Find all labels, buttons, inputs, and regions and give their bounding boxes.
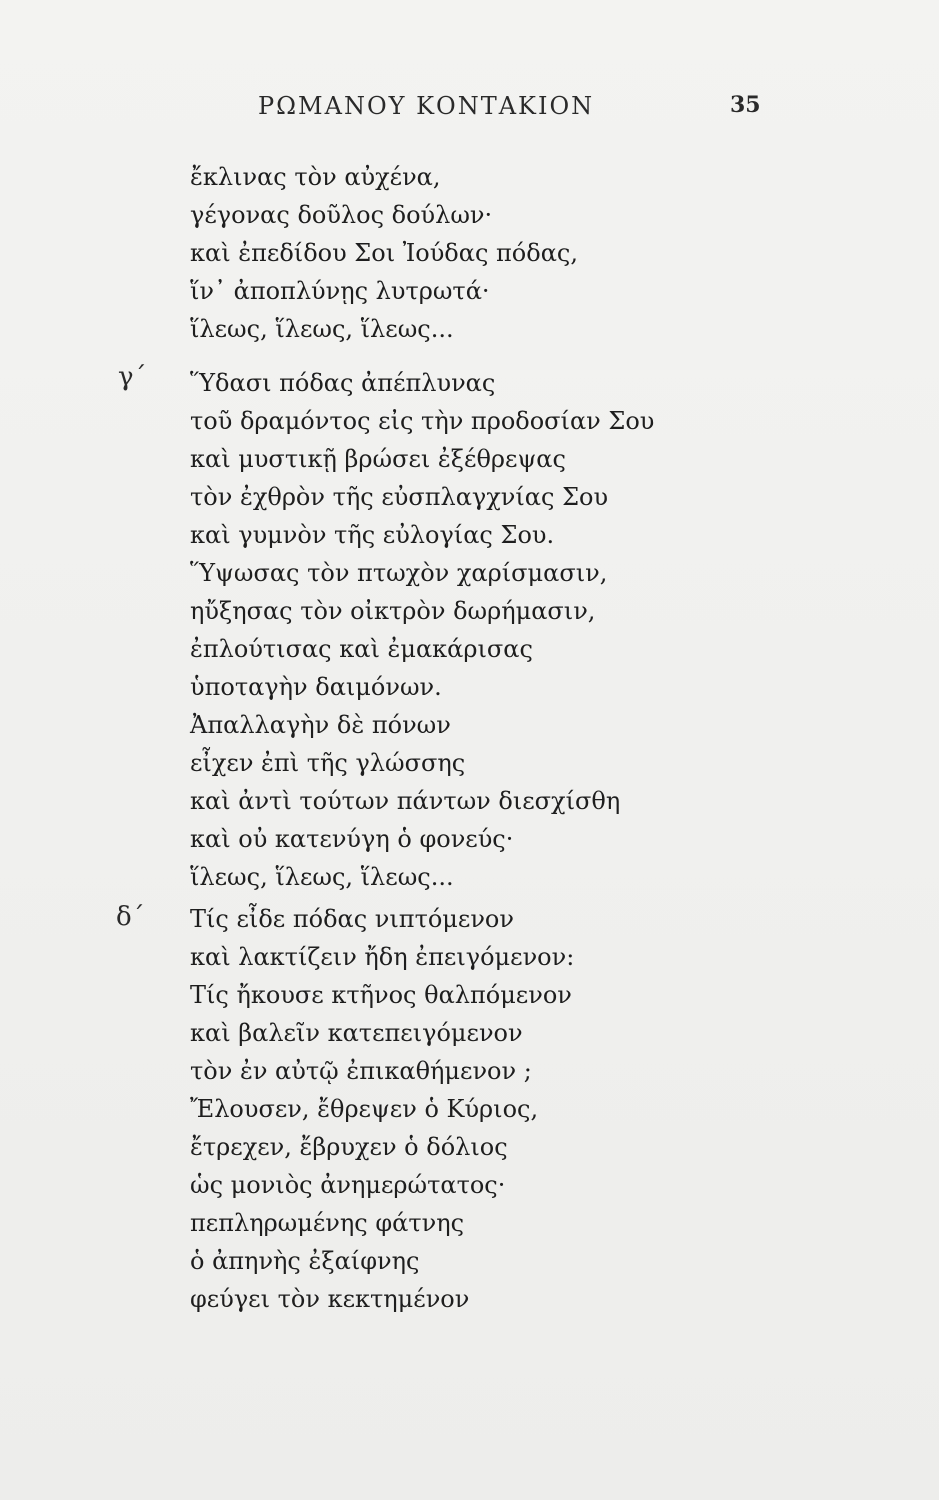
verse-line: ἔκλινας τὸν αὐχένα, xyxy=(190,163,441,191)
verse-line: ἵλεως, ἵλεως, ἵλεως... xyxy=(190,863,454,891)
verse-line: πεπληρωμένης φάτνης xyxy=(190,1209,465,1237)
verse-line: Ἔλουσεν, ἔθρεψεν ὁ Κύριος, xyxy=(190,1095,539,1123)
verse-line: ἐπλούτισας καὶ ἐμακάρισας xyxy=(190,635,533,663)
verse-line: καὶ μυστικῇ βρώσει ἐξέθρεψας xyxy=(190,445,566,473)
page-number: 35 xyxy=(730,92,761,118)
verse-line: ὁ ἀπηνὴς ἐξαίφνης xyxy=(190,1247,420,1275)
verse-line: ἔτρεχεν, ἔβρυχεν ὁ δόλιος xyxy=(190,1133,508,1161)
verse-line: Ὕδασι πόδας ἀπέπλυνας xyxy=(190,369,496,397)
verse-line: καὶ οὐ κατενύγη ὁ φονεύς· xyxy=(190,825,514,853)
verse-line: ηὔξησας τὸν οἰκτρὸν δωρήμασιν, xyxy=(190,597,596,625)
verse-line: εἶχεν ἐπὶ τῆς γλώσσης xyxy=(190,749,466,777)
verse-line: καὶ λακτίζειν ἤδη ἐπειγόμενον: xyxy=(190,943,575,971)
verse-line: τοῦ δραμόντος εἰς τὴν προδοσίαν Σου xyxy=(190,407,655,435)
verse-line: καὶ ἀντὶ τούτων πάντων διεσχίσθη xyxy=(190,787,621,815)
verse-line: τὸν ἐχθρὸν τῆς εὐσπλαγχνίας Σου xyxy=(190,483,609,511)
verse-line: Ἀπαλλαγὴν δὲ πόνων xyxy=(190,711,451,739)
stanza-gamma xyxy=(190,364,654,896)
verse-line: ὑποταγὴν δαιμόνων. xyxy=(190,673,442,701)
verse-line: Τίς εἶδε πόδας νιπτόμενον xyxy=(190,905,514,933)
verse-line: Ὕψωσας τὸν πτωχὸν χαρίσμασιν, xyxy=(190,559,608,587)
verse-line: Τίς ἤκουσε κτῆνος θαλπόμενον xyxy=(190,981,572,1009)
verse-line: τὸν ἐν αὐτῷ ἐπικαθήμενον ; xyxy=(190,1057,532,1085)
verse-line: γέγονας δοῦλος δούλων· xyxy=(190,201,493,229)
stanza-delta xyxy=(190,900,574,1318)
verse-line: καὶ ἐπεδίδου Σοι Ἰούδας πόδας, xyxy=(190,239,578,267)
verse-line: ἵλεως, ἵλεως, ἵλεως... xyxy=(190,315,454,343)
verse-line: καὶ γυμνὸν τῆς εὐλογίας Σου. xyxy=(190,521,555,549)
running-head: ΡΩΜΑΝΟΥ ΚΟΝΤΑΚΙΟΝ xyxy=(258,92,595,120)
verse-line: καὶ βαλεῖν κατεπειγόμενον xyxy=(190,1019,523,1047)
verse-block-intro xyxy=(190,158,578,348)
stanza-label-delta: δ´ xyxy=(116,902,145,932)
verse-line: φεύγει τὸν κεκτημένον xyxy=(190,1285,470,1313)
stanza-label-gamma: γ´ xyxy=(118,362,147,392)
verse-line: ὡς μονιὸς ἀνημερώτατος· xyxy=(190,1171,506,1199)
verse-line: ἵν᾽ ἀποπλύνῃς λυτρωτά· xyxy=(190,277,490,305)
